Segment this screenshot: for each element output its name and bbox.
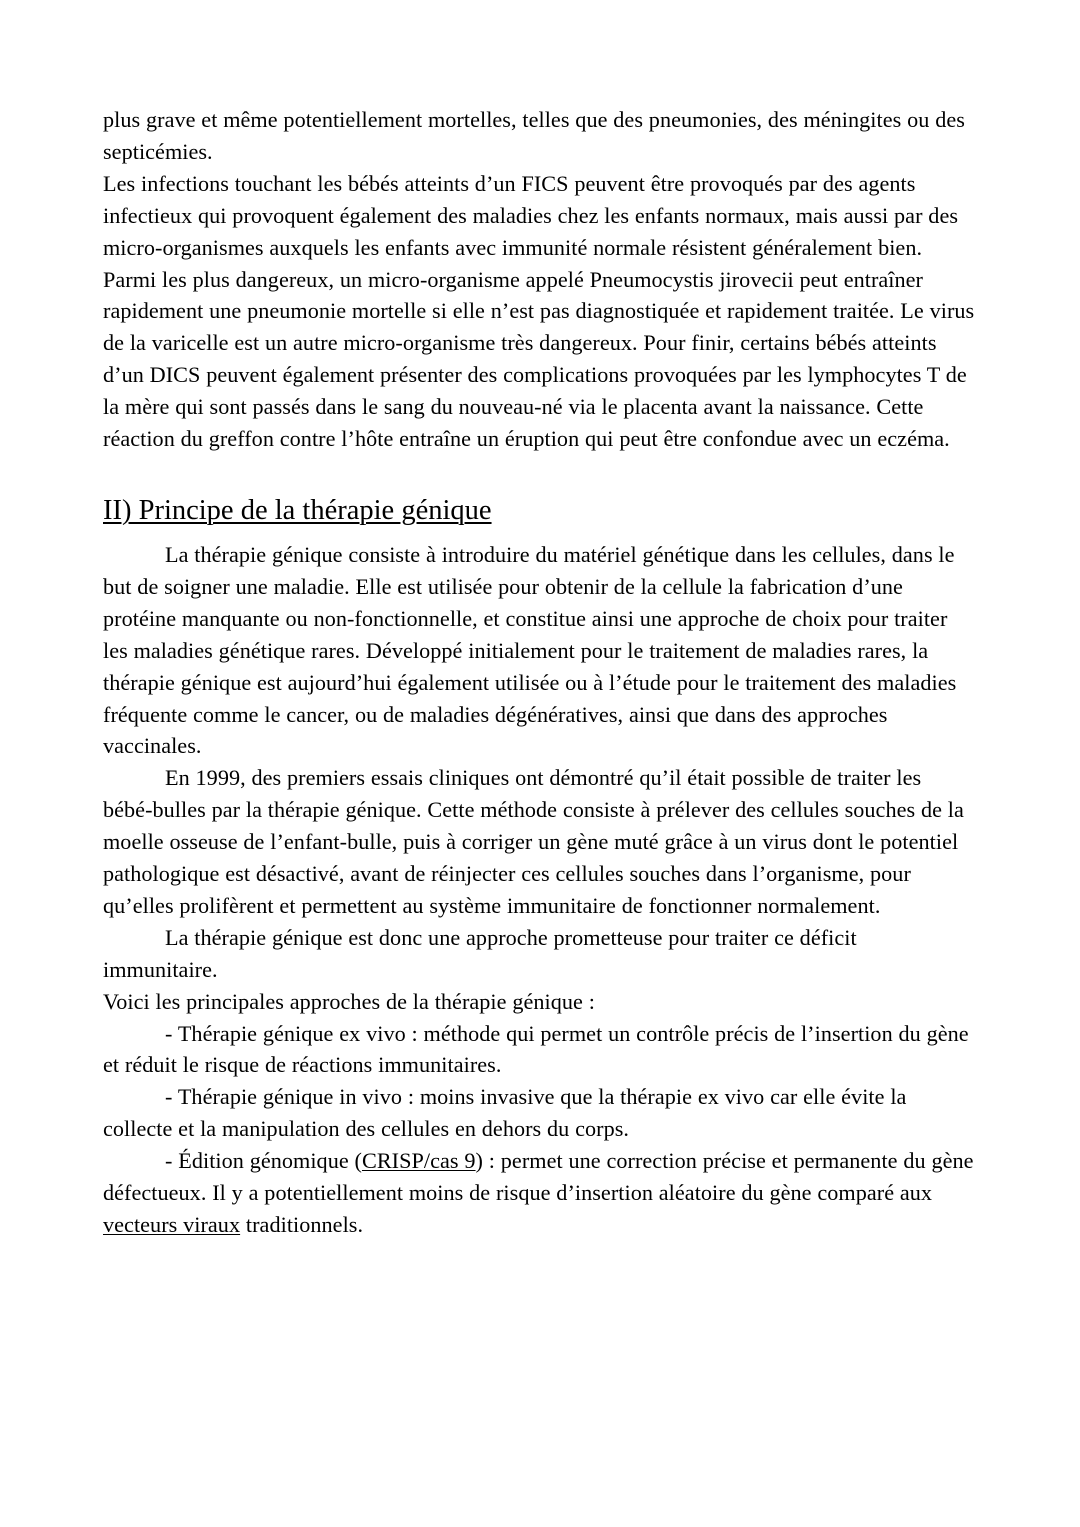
vecteurs-viraux-underlined-term: vecteurs viraux xyxy=(103,1212,241,1237)
section-heading-container xyxy=(103,455,975,539)
list-item-edition-text-tail: traditionnels. xyxy=(240,1212,364,1237)
list-item-edition-text-before: - Édition génomique ( xyxy=(165,1148,362,1174)
section-heading-principe-therapie-genique: II) Principe de la thérapie génique xyxy=(103,494,492,526)
paragraph-continuation: plus grave et même potentiellement mortelles, telles que des pneumonies, des méningites ou des septicémies. xyxy=(103,107,965,164)
list-item-in-vivo: - Thérapie génique in vivo : moins invasive que la thérapie ex vivo car elle évite la collecte et la manipulation des cellules en dehors du corps. xyxy=(103,1084,907,1142)
paragraph-conclusion-approche: La thérapie génique est donc une approche prometteuse pour traiter ce déficit immunitaire. xyxy=(103,924,857,982)
document-body xyxy=(103,104,975,1241)
paragraph-infections: Les infections touchant les bébés atteints d’un FICS peuvent être provoqués par des agents infectieux qui provoquent également des maladies chez les enfants normaux, mais aussi par des micro-organismes auxquels les enfants avec immunité normale résistent généralement bien. Parmi les plus dangereux, un micro-organisme appelé Pneumocystis jirovecii peut entraîner rapidement une pneumonie mortelle si elle n’est pas diagnostiquée et rapidement traitée. Le virus de la varicelle est un autre micro-organisme très dangereux. Pour finir, certains bébés atteints d’un DICS peuvent également présenter des complications provoquées par les lymphocytes T de la mère qui sont passés dans le sang du nouveau-né via le placenta avant la naissance. Cette réaction du greffon contre l’hôte entraîne un éruption qui peut être confondue avec un eczéma. xyxy=(103,170,975,452)
list-item-ex-vivo: - Thérapie génique ex vivo : méthode qui permet un contrôle précis de l’insertion du gène et réduit le risque de réactions immunitaires. xyxy=(103,1020,969,1078)
paragraph-essais-cliniques-1999: En 1999, des premiers essais cliniques ont démontré qu’il était possible de traiter les bébé-bulles par la thérapie génique. Cette méthode consiste à prélever des cellules souches de la moelle osseuse de l’enfant-bulle, puis à corriger un gène muté grâce à un virus dont le potentiel pathologique est désactivé, avant de réinjecter ces cellules souches dans l’organisme, pour qu’elles prolifèrent et permettent au système immunitaire de fonctionner normalement. xyxy=(103,765,964,918)
paragraph-list-intro: Voici les principales approches de la thérapie génique : xyxy=(103,988,595,1014)
list-item-edition-text-middle: ) : permet une correction précise et permanente du gène défectueux. Il y a potentiellement moins de risque d’insertion aléatoire du gène comparé aux xyxy=(103,1148,974,1206)
crispr-cas9-underlined-term: CRISP/cas 9 xyxy=(361,1148,476,1174)
paragraph-definition-therapie-genique: La thérapie génique consiste à introduire du matériel génétique dans les cellules, dans le but de soigner une maladie. Elle est utilisée pour obtenir de la cellule la fabrication d’une protéine manquante ou non-fonctionnelle, et constitue ainsi une approche de choix pour traiter les maladies génétique rares. Développé initialement pour le traitement de maladies rares, la thérapie génique est aujourd’hui également utilisée ou à l’étude pour le traitement des maladies fréquente comme le cancer, ou de maladies dégénératives, ainsi que dans des approches vaccinales. xyxy=(103,541,957,759)
list-item-edition-genomique xyxy=(103,1145,975,1241)
